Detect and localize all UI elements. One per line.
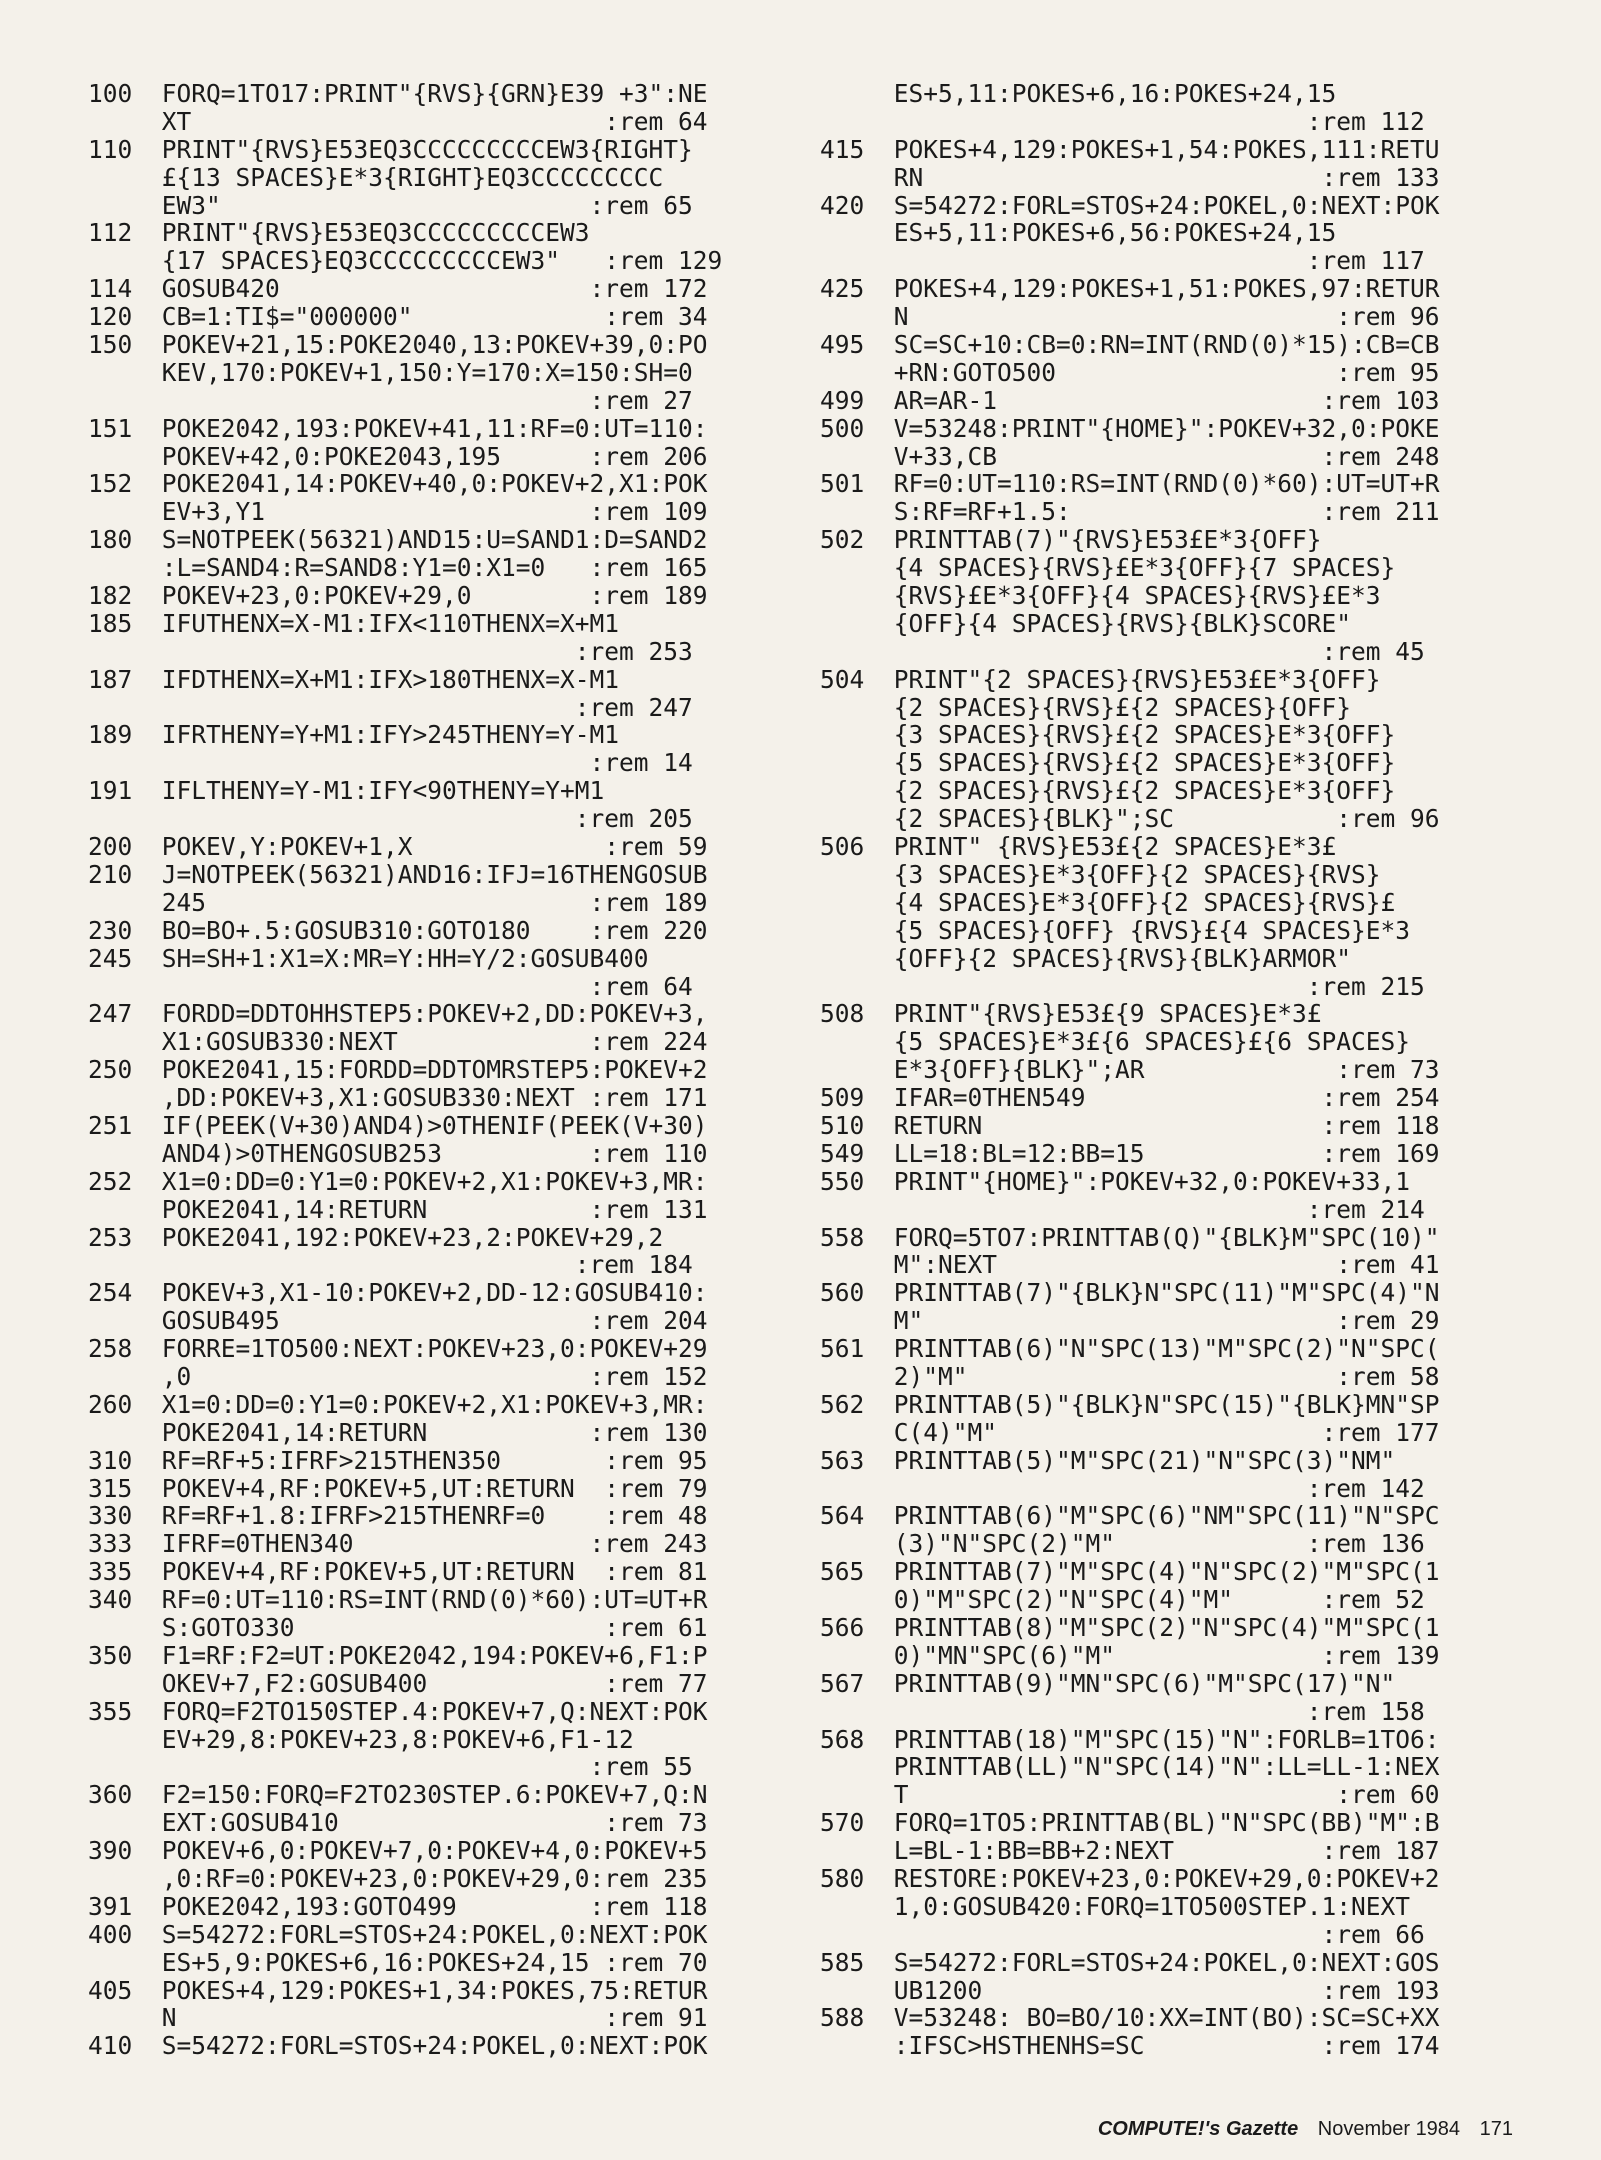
code-line: 390 POKEV+6,0:POKEV+7,0:POKEV+4,0:POKEV+5 (88, 1836, 708, 1866)
code-line: :rem 215 (820, 971, 1425, 1001)
code-line: :rem 112 (820, 106, 1425, 136)
code-line: {OFF}{2 SPACES}{RVS}{BLK}ARMOR" (820, 943, 1352, 973)
code-line: {2 SPACES}{BLK}";SC :rem 96 (820, 804, 1440, 834)
code-line: EXT:GOSUB410 :rem 73 (88, 1808, 708, 1838)
code-line: S:RF=RF+1.5: :rem 211 (820, 497, 1440, 527)
code-line: 330 RF=RF+1.8:IFRF>215THENRF=0 :rem 48 (88, 1501, 708, 1531)
code-line: 570 FORQ=1TO5:PRINTTAB(BL)"N"SPC(BB)"M":B (820, 1808, 1440, 1838)
code-line: {5 SPACES}{RVS}£{2 SPACES}E*3{OFF} (820, 748, 1396, 778)
issue-date: November 1984 (1317, 2118, 1461, 2140)
code-line: 258 FORRE=1TO500:NEXT:POKEV+23,0:POKEV+29 (88, 1334, 708, 1364)
code-line: L=BL-1:BB=BB+2:NEXT :rem 187 (820, 1836, 1440, 1866)
code-line: 499 AR=AR-1 :rem 103 (820, 385, 1440, 415)
code-line: PRINTTAB(LL)"N"SPC(14)"N":LL=LL-1:NEX (820, 1752, 1440, 1782)
code-line: 260 X1=0:DD=0:Y1=0:POKEV+2,X1:POKEV+3,MR: (88, 1389, 708, 1419)
code-line: 564 PRINTTAB(6)"M"SPC(6)"NM"SPC(11)"N"SPC (820, 1501, 1440, 1531)
listing-left-column (88, 80, 788, 2060)
code-line: (3)"N"SPC(2)"M" :rem 136 (820, 1529, 1425, 1559)
code-line: :rem 64 (88, 971, 693, 1001)
code-line: 250 POKE2041,15:FORDD=DDTOMRSTEP5:POKEV+2 (88, 1055, 708, 1085)
code-line: 112 PRINT"{RVS}E53EQ3CCCCCCCCCEW3 (88, 218, 590, 248)
code-line: 245 SH=SH+1:X1=X:MR=Y:HH=Y/2:GOSUB400 (88, 943, 649, 973)
code-line: 150 POKEV+21,15:POKE2040,13:POKEV+39,0:PO (88, 330, 708, 360)
code-line: 230 BO=BO+.5:GOSUB310:GOTO180 :rem 220 (88, 915, 708, 945)
code-line: {4 SPACES}E*3{OFF}{2 SPACES}{RVS}£ (820, 887, 1396, 917)
code-line: 187 IFDTHENX=X+M1:IFX>180THENX=X-M1 (88, 664, 620, 694)
code-line: 180 S=NOTPEEK(56321)AND15:U=SAND1:D=SAND2 (88, 525, 708, 555)
code-line: GOSUB495 :rem 204 (88, 1306, 708, 1336)
code-line: 333 IFRF=0THEN340 :rem 243 (88, 1529, 708, 1559)
code-line: 0)"MN"SPC(6)"M" :rem 139 (820, 1640, 1440, 1670)
code-line: :rem 184 (88, 1250, 693, 1280)
code-line: KEV,170:POKEV+1,150:Y=170:X=150:SH=0 (88, 357, 693, 387)
code-line: :rem 45 (820, 636, 1425, 666)
code-line: ES+5,11:POKES+6,56:POKES+24,15 (820, 218, 1337, 248)
code-line: :rem 14 (88, 748, 693, 778)
code-line: 568 PRINTTAB(18)"M"SPC(15)"N":FORLB=1TO6: (820, 1724, 1440, 1754)
code-line: {3 SPACES}{RVS}£{2 SPACES}E*3{OFF} (820, 720, 1396, 750)
code-line: 2)"M" :rem 58 (820, 1361, 1440, 1391)
code-line: 0)"M"SPC(2)"N"SPC(4)"M" :rem 52 (820, 1585, 1425, 1615)
code-line: :rem 66 (820, 1919, 1425, 1949)
code-line: 565 PRINTTAB(7)"M"SPC(4)"N"SPC(2)"M"SPC(1 (820, 1557, 1440, 1587)
page-footer (1098, 2118, 1513, 2141)
code-line: :rem 158 (820, 1696, 1425, 1726)
code-line: 562 PRINTTAB(5)"{BLK}N"SPC(15)"{BLK}MN"SP (820, 1389, 1440, 1419)
code-line: 253 POKE2041,192:POKEV+23,2:POKEV+29,2 (88, 1222, 664, 1252)
code-line: ES+5,9:POKES+6,16:POKES+24,15 :rem 70 (88, 1947, 708, 1977)
code-line: 400 S=54272:FORL=STOS+24:POKEL,0:NEXT:POK (88, 1919, 708, 1949)
code-line: X1:GOSUB330:NEXT :rem 224 (88, 1027, 708, 1057)
code-line: 506 PRINT" {RVS}E53£{2 SPACES}E*3£ (820, 832, 1337, 862)
page-number: 171 (1479, 2118, 1513, 2140)
code-line: 508 PRINT"{RVS}E53£{9 SPACES}E*3£ (820, 999, 1322, 1029)
code-line: :IFSC>HSTHENHS=SC :rem 174 (820, 2031, 1440, 2061)
code-line: 549 LL=18:BL=12:BB=15 :rem 169 (820, 1138, 1440, 1168)
code-line: :rem 253 (88, 636, 693, 666)
code-line: {5 SPACES}E*3£{6 SPACES}£{6 SPACES} (820, 1027, 1411, 1057)
code-line: +RN:GOTO500 :rem 95 (820, 357, 1440, 387)
code-line: ,DD:POKEV+3,X1:GOSUB330:NEXT :rem 171 (88, 1083, 708, 1113)
code-line: 151 POKE2042,193:POKEV+41,11:RF=0:UT=110: (88, 413, 708, 443)
code-line: S:GOTO330 :rem 61 (88, 1612, 708, 1642)
code-line: RN :rem 133 (820, 162, 1440, 192)
code-line: EV+29,8:POKEV+23,8:POKEV+6,F1-12 (88, 1724, 634, 1754)
code-line: 501 RF=0:UT=110:RS=INT(RND(0)*60):UT=UT+R (820, 469, 1440, 499)
code-line: C(4)"M" :rem 177 (820, 1417, 1440, 1447)
code-line: 510 RETURN :rem 118 (820, 1110, 1440, 1140)
code-line: N :rem 96 (820, 302, 1440, 332)
code-line: M" :rem 29 (820, 1306, 1440, 1336)
code-line: 252 X1=0:DD=0:Y1=0:POKEV+2,X1:POKEV+3,MR: (88, 1166, 708, 1196)
code-line: 247 FORDD=DDTOHHSTEP5:POKEV+2,DD:POKEV+3, (88, 999, 708, 1029)
code-line: 566 PRINTTAB(8)"M"SPC(2)"N"SPC(4)"M"SPC(1 (820, 1612, 1440, 1642)
code-line: 340 RF=0:UT=110:RS=INT(RND(0)*60):UT=UT+R (88, 1585, 708, 1615)
code-line: 355 FORQ=F2TO150STEP.4:POKEV+7,Q:NEXT:POK (88, 1696, 708, 1726)
code-line: 391 POKE2042,193:GOTO499 :rem 118 (88, 1891, 708, 1921)
code-line: :rem 55 (88, 1752, 693, 1782)
code-line: 495 SC=SC+10:CB=0:RN=INT(RND(0)*15):CB=CB (820, 330, 1440, 360)
code-line: 585 S=54272:FORL=STOS+24:POKEL,0:NEXT:GOS (820, 1947, 1440, 1977)
code-line: 152 POKE2041,14:POKEV+40,0:POKEV+2,X1:POK (88, 469, 708, 499)
code-line: T :rem 60 (820, 1780, 1440, 1810)
code-line: 502 PRINTTAB(7)"{RVS}E53£E*3{OFF} (820, 525, 1322, 555)
code-line: 1,0:GOSUB420:FORQ=1TO500STEP.1:NEXT (820, 1891, 1411, 1921)
code-line: ,0 :rem 152 (88, 1361, 708, 1391)
code-line: {17 SPACES}EQ3CCCCCCCCCEW3" :rem 129 (88, 246, 723, 276)
code-line: 415 POKES+4,129:POKES+1,54:POKES,111:RETU (820, 134, 1440, 164)
code-line: 100 FORQ=1TO17:PRINT"{RVS}{GRN}E39 +3":NE (88, 79, 708, 108)
code-line: {5 SPACES}{OFF} {RVS}£{4 SPACES}E*3 (820, 915, 1411, 945)
code-line: 360 F2=150:FORQ=F2TO230STEP.6:POKEV+7,Q:N (88, 1780, 708, 1810)
code-line: 185 IFUTHENX=X-M1:IFX<110THENX=X+M1 (88, 608, 620, 638)
code-line: 200 POKEV,Y:POKEV+1,X :rem 59 (88, 832, 708, 862)
code-line: 110 PRINT"{RVS}E53EQ3CCCCCCCCCEW3{RIGHT} (88, 134, 693, 164)
code-line: :rem 247 (88, 692, 693, 722)
code-line: 504 PRINT"{2 SPACES}{RVS}E53£E*3{OFF} (820, 664, 1381, 694)
code-line: {RVS}£E*3{OFF}{4 SPACES}{RVS}£E*3 (820, 581, 1381, 611)
code-line: {2 SPACES}{RVS}£{2 SPACES}E*3{OFF} (820, 776, 1396, 806)
code-line: 350 F1=RF:F2=UT:POKE2042,194:POKEV+6,F1:P (88, 1640, 708, 1670)
code-line: POKE2041,14:RETURN :rem 131 (88, 1194, 708, 1224)
code-line: ES+5,11:POKES+6,16:POKES+24,15 (820, 79, 1337, 108)
code-line: 310 RF=RF+5:IFRF>215THEN350 :rem 95 (88, 1445, 708, 1475)
code-line: 588 V=53248: BO=BO/10:XX=INT(BO):SC=SC+XX (820, 2003, 1440, 2033)
listing-right-column (820, 80, 1520, 2060)
code-line: XT :rem 64 (88, 106, 708, 136)
code-line: 420 S=54272:FORL=STOS+24:POKEL,0:NEXT:POK (820, 190, 1440, 220)
code-line: 210 J=NOTPEEK(56321)AND16:IFJ=16THENGOSUB (88, 859, 708, 889)
code-line: 561 PRINTTAB(6)"N"SPC(13)"M"SPC(2)"N"SPC( (820, 1334, 1440, 1364)
code-line: 335 POKEV+4,RF:POKEV+5,UT:RETURN :rem 81 (88, 1557, 708, 1587)
code-line: AND4)>0THENGOSUB253 :rem 110 (88, 1138, 708, 1168)
code-line: {4 SPACES}{RVS}£E*3{OFF}{7 SPACES} (820, 553, 1396, 583)
code-line: :L=SAND4:R=SAND8:Y1=0:X1=0 :rem 165 (88, 553, 708, 583)
code-line: 191 IFLTHENY=Y-M1:IFY<90THENY=Y+M1 (88, 776, 605, 806)
code-line: 254 POKEV+3,X1-10:POKEV+2,DD-12:GOSUB410: (88, 1278, 708, 1308)
code-line: V+33,CB :rem 248 (820, 441, 1440, 471)
code-line: {3 SPACES}E*3{OFF}{2 SPACES}{RVS} (820, 859, 1381, 889)
code-line: 114 GOSUB420 :rem 172 (88, 274, 708, 304)
code-line: 550 PRINT"{HOME}":POKEV+32,0:POKEV+33,1 (820, 1166, 1411, 1196)
code-line: 558 FORQ=5TO7:PRINTTAB(Q)"{BLK}M"SPC(10)" (820, 1222, 1440, 1252)
code-line: 425 POKES+4,129:POKES+1,51:POKES,97:RETUR (820, 274, 1440, 304)
code-line: 251 IF(PEEK(V+30)AND4)>0THENIF(PEEK(V+30) (88, 1110, 708, 1140)
code-line: 120 CB=1:TI$="000000" :rem 34 (88, 302, 708, 332)
code-line: POKE2041,14:RETURN :rem 130 (88, 1417, 708, 1447)
code-line: :rem 27 (88, 385, 693, 415)
code-line: 189 IFRTHENY=Y+M1:IFY>245THENY=Y-M1 (88, 720, 620, 750)
code-line: 182 POKEV+23,0:POKEV+29,0 :rem 189 (88, 581, 708, 611)
code-line: 500 V=53248:PRINT"{HOME}":POKEV+32,0:POKE (820, 413, 1440, 443)
code-line: E*3{OFF}{BLK}";AR :rem 73 (820, 1055, 1440, 1085)
code-line: :rem 142 (820, 1473, 1425, 1503)
code-line: POKEV+42,0:POKE2043,195 :rem 206 (88, 441, 708, 471)
code-line: {2 SPACES}{RVS}£{2 SPACES}{OFF} (820, 692, 1352, 722)
code-line: £{13 SPACES}E*3{RIGHT}EQ3CCCCCCCCC (88, 162, 664, 192)
code-line: 567 PRINTTAB(9)"MN"SPC(6)"M"SPC(17)"N" (820, 1668, 1396, 1698)
code-line: UB1200 :rem 193 (820, 1975, 1440, 2005)
code-line: {OFF}{4 SPACES}{RVS}{BLK}SCORE" (820, 608, 1352, 638)
code-line: EV+3,Y1 :rem 109 (88, 497, 708, 527)
code-line: 560 PRINTTAB(7)"{BLK}N"SPC(11)"M"SPC(4)"N (820, 1278, 1440, 1308)
code-line: N :rem 91 (88, 2003, 708, 2033)
code-line: 563 PRINTTAB(5)"M"SPC(21)"N"SPC(3)"NM" (820, 1445, 1396, 1475)
code-line: 410 S=54272:FORL=STOS+24:POKEL,0:NEXT:POK (88, 2031, 708, 2061)
publication-name: COMPUTE!'s Gazette (1097, 2118, 1299, 2140)
code-line: 580 RESTORE:POKEV+23,0:POKEV+29,0:POKEV+2 (820, 1864, 1440, 1893)
code-line: 509 IFAR=0THEN549 :rem 254 (820, 1083, 1440, 1113)
code-line: EW3" :rem 65 (88, 190, 693, 220)
code-line: :rem 117 (820, 246, 1425, 276)
code-line: :rem 214 (820, 1194, 1425, 1224)
code-line: 405 POKES+4,129:POKES+1,34:POKES,75:RETUR (88, 1975, 708, 2005)
code-line: 315 POKEV+4,RF:POKEV+5,UT:RETURN :rem 79 (88, 1473, 708, 1503)
code-line: M":NEXT :rem 41 (820, 1250, 1440, 1280)
code-line: OKEV+7,F2:GOSUB400 :rem 77 (88, 1668, 708, 1698)
code-line: ,0:RF=0:POKEV+23,0:POKEV+29,0:rem 235 (88, 1864, 708, 1893)
code-line: 245 :rem 189 (88, 887, 708, 917)
code-line: :rem 205 (88, 804, 693, 834)
